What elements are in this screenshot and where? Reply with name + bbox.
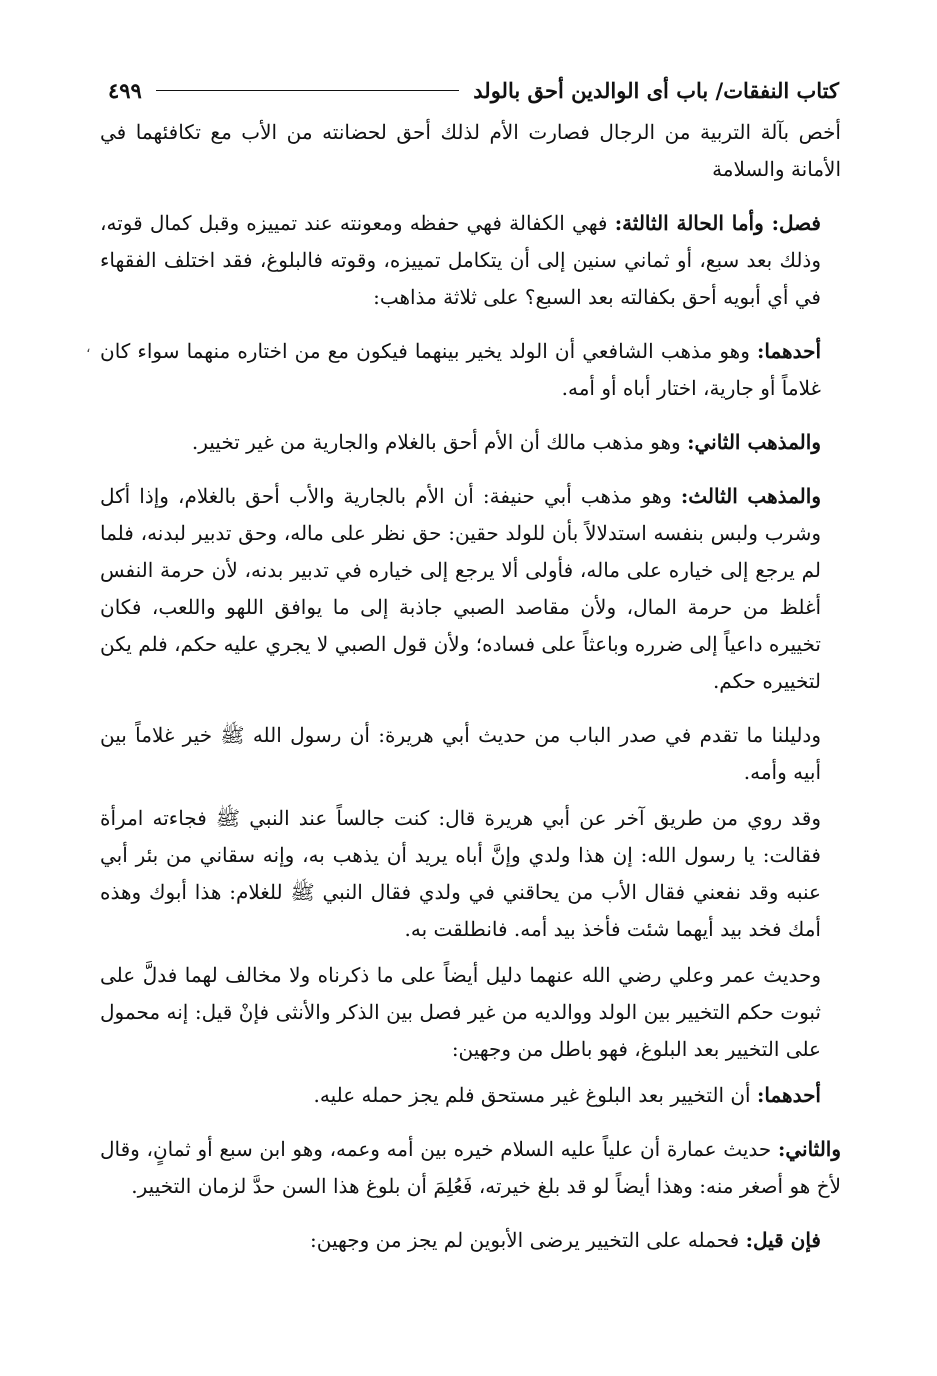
paragraph — [100, 800, 841, 948]
paragraph — [100, 424, 841, 461]
paragraph-text: أن التخيير بعد البلوغ غير مستحق فلم يجز حمله عليه. — [313, 1083, 751, 1107]
paragraph-lead: أحدهما: — [756, 1083, 821, 1107]
paragraph — [100, 1222, 841, 1259]
paragraph — [100, 1077, 841, 1114]
page-body — [100, 114, 841, 1268]
running-header — [108, 70, 839, 110]
paragraph-text: وهو مذهب مالك أن الأم أحق بالغلام والجارية من غير تخيير. — [191, 430, 681, 454]
paragraph-text: أخص بآلة التربية من الرجال فصارت الأم لذلك أحق لحضانته من الأب مع تكافئهما في الأمانة والسلامة — [100, 120, 841, 181]
chapter-title: كتاب النفقات/ باب أى الوالدين أحق بالولد — [473, 77, 839, 103]
paragraph-text: وحديث عمر وعلي رضي الله عنهما دليل أيضاً على ما ذكرناه ولا مخالف لهما فدلَّ على ثبوت حكم التخيير بين الولد ووالديه من غير فصل بين الذكر والأنثى فإنْ قيل: إنه محمول على التخيير بعد البلوغ، فهو باطل من وجهين: — [100, 963, 821, 1061]
page-number: ٤٩٩ — [108, 77, 142, 103]
paragraph — [100, 333, 841, 407]
header-rule — [156, 90, 459, 91]
paragraph — [100, 114, 841, 188]
paragraph — [100, 717, 841, 791]
margin-mark: ، — [86, 340, 91, 356]
paragraph-text: حديث عمارة أن علياً عليه السلام خيره بين أمه وعمه، وهو ابن سبع أو ثمانٍ، وقال لأخ هو أصغر منه: وهذا أيضاً لو قد بلغ خيرته، فَعُلِمَ أن بلوغ هذا السن حدَّ لزمان التخيير. — [100, 1137, 841, 1198]
paragraph-lead: والمذهب الثاني: — [687, 430, 821, 454]
paragraph-lead: والمذهب الثالث: — [680, 484, 821, 508]
paragraph-text: وهو مذهب أبي حنيفة: أن الأم بالجارية والأب أحق بالغلام، وإذا أكل وشرب ولبس بنفسه استدلالاً بأن للولد حقين: حق نظر على ماله، وحق تدبير لبدنه، فلما لم يرجع إلى خياره على ماله، فأولى ألا يرجع إلى خياره في تدبير بدنه، لأن حرمة النفس أغلظ من حرمة المال، ولأن مقاصد الصبي جاذبة إلى ما يوافق اللهو واللعب، فكان تخييره داعياً إلى ضرره وباعثاً على فساده؛ ولأن قول الصبي لا يجري عليه حكم، فلم يكن لتخييره حكم. — [100, 484, 821, 693]
paragraph — [100, 478, 841, 700]
paragraph — [100, 957, 841, 1068]
paragraph-text: فهي الكفالة فهي حفظه ومعونته عند تمييزه وقبل كمال قوته، وذلك بعد سبع، أو ثماني سنين إلى أن يتكامل تمييزه، وقوته فالبلوغ، فقد اختلف الفقهاء في أي أبويه أحق بكفالته بعد السبع؟ على ثلاثة مذاهب: — [100, 211, 821, 309]
paragraph — [100, 1131, 841, 1205]
paragraph-text: وهو مذهب الشافعي أن الولد يخير بينهما فيكون مع من اختاره منهما سواء كان غلاماً أو جارية، اختار أباه أو أمه. — [100, 339, 821, 400]
paragraph-lead: أحدهما: — [757, 339, 822, 363]
paragraph-lead: فصل: وأما الحالة الثالثة: — [614, 211, 821, 235]
paragraph-text: ودليلنا ما تقدم في صدر الباب من حديث أبي هريرة: أن رسول الله ﷺ خير غلاماً بين أبيه وأمه. — [100, 723, 821, 784]
paragraph-lead: والثاني: — [777, 1137, 842, 1161]
paragraph-text: وقد روي من طريق آخر عن أبي هريرة قال: كنت جالساً عند النبي ﷺ فجاءته امرأة فقالت: يا رسول الله: إن هذا ولدي وإنَّ أباه يريد أن يذهب به، وإنه سقاني من بئر أبي عنبه وقد نفعني فقال الأب من يحاقني في ولدي فقال النبي ﷺ للغلام: هذا أبوك وهذه أمك فخد بيد أيهما شئت فأخذ بيد أمه. فانطلقت به. — [100, 806, 821, 941]
paragraph — [100, 205, 841, 316]
paragraph-lead: فإن قيل: — [745, 1228, 821, 1252]
paragraph-text: فحمله على التخيير يرضى الأبوين لم يجز من وجهين: — [310, 1228, 740, 1252]
